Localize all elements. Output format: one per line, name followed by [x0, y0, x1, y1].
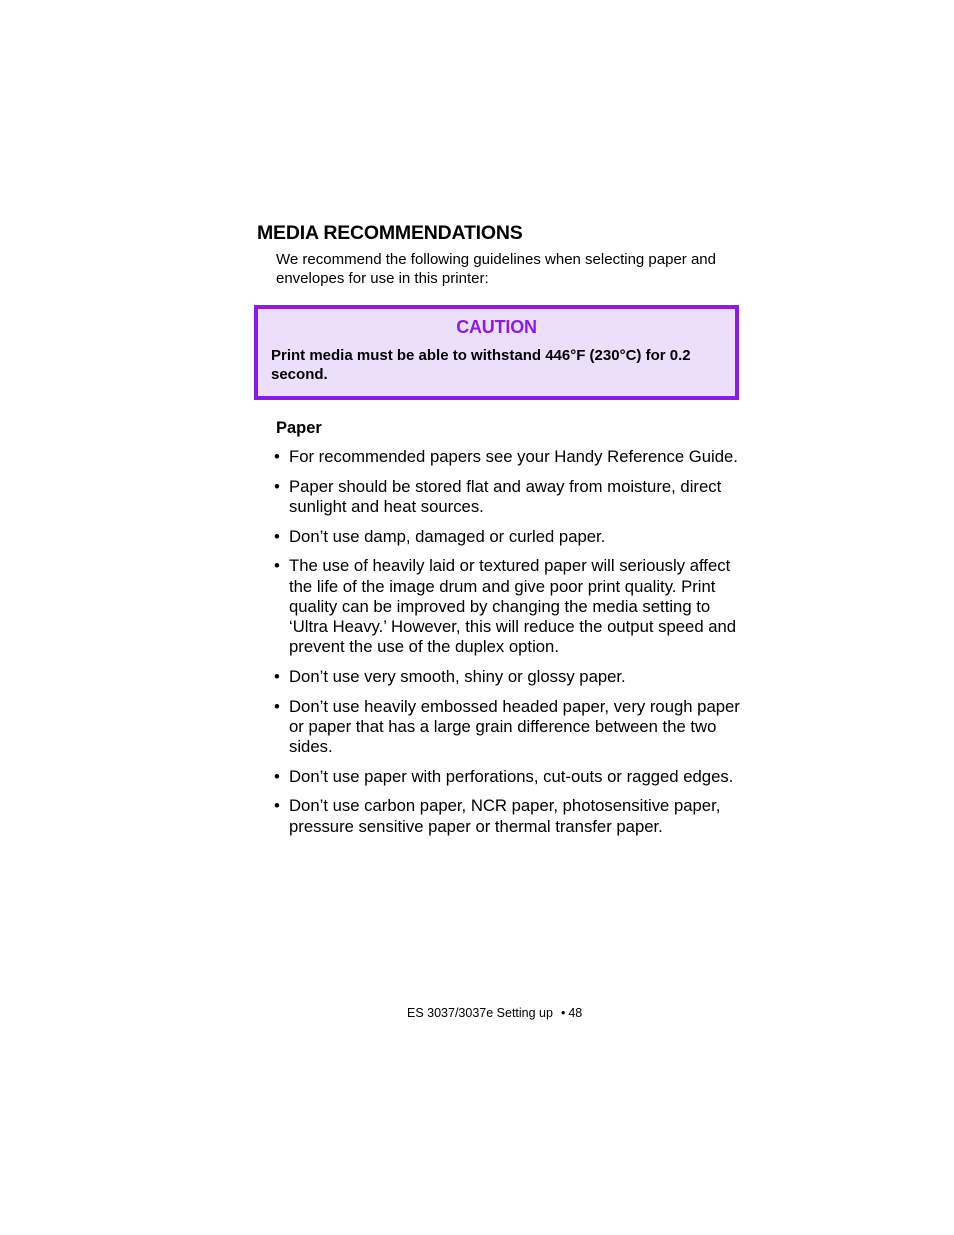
- list-item-text: Don’t use carbon paper, NCR paper, photosensitive paper, pressure sensitive paper or thermal transfer paper.: [289, 796, 721, 836]
- list-item: [274, 796, 742, 836]
- list-item: [274, 697, 742, 758]
- paper-subheading: Paper: [276, 419, 322, 437]
- list-item: [274, 477, 742, 517]
- bullet-icon: •: [274, 447, 280, 466]
- page-number: 48: [568, 1006, 583, 1020]
- list-item-text: Don’t use damp, damaged or curled paper.: [289, 526, 606, 546]
- list-item: [274, 667, 742, 687]
- list-item-text: Paper should be stored flat and away from moisture, direct sunlight and heat sources.: [289, 476, 722, 516]
- bullet-icon: •: [274, 666, 280, 686]
- bullet-icon: •: [274, 526, 280, 546]
- list-item: [274, 767, 742, 787]
- list-item: [274, 556, 742, 657]
- footer-separator: •: [560, 1006, 566, 1020]
- paper-guidelines-list: [274, 447, 742, 846]
- bullet-icon: •: [274, 696, 280, 716]
- bullet-icon: •: [274, 796, 280, 816]
- list-item-text: The use of heavily laid or textured paper will seriously affect the life of the image drum and give poor print quality. Print quality can be improved by changing the media setting to ‘Ultra Heavy.’ However, this will reduce the output speed and prevent the use of the duplex option.: [289, 556, 737, 657]
- page-footer: [407, 1006, 582, 1020]
- caution-text: Print media must be able to withstand 446°F (230°C) for 0.2 second.: [271, 347, 691, 383]
- bullet-icon: •: [274, 476, 280, 496]
- list-item: [274, 527, 742, 547]
- list-item-text: For recommended papers see your Handy Reference Guide.: [289, 447, 738, 466]
- caution-title: CAUTION: [456, 317, 537, 337]
- list-item-text: Don’t use heavily embossed headed paper, very rough paper or paper that has a large grain difference between the two sides.: [289, 696, 740, 756]
- list-item-text: Don’t use paper with perforations, cut-outs or ragged edges.: [289, 766, 734, 786]
- bullet-icon: •: [274, 766, 280, 786]
- list-item: [274, 447, 742, 467]
- caution-box: [254, 305, 739, 400]
- bullet-icon: •: [274, 556, 280, 576]
- list-item-text: Don’t use very smooth, shiny or glossy paper.: [289, 666, 626, 686]
- intro-paragraph: We recommend the following guidelines when selecting paper and envelopes for use in this printer:: [276, 251, 716, 287]
- section-heading: MEDIA RECOMMENDATIONS: [257, 222, 523, 244]
- footer-label: ES 3037/3037e Setting up: [407, 1006, 553, 1020]
